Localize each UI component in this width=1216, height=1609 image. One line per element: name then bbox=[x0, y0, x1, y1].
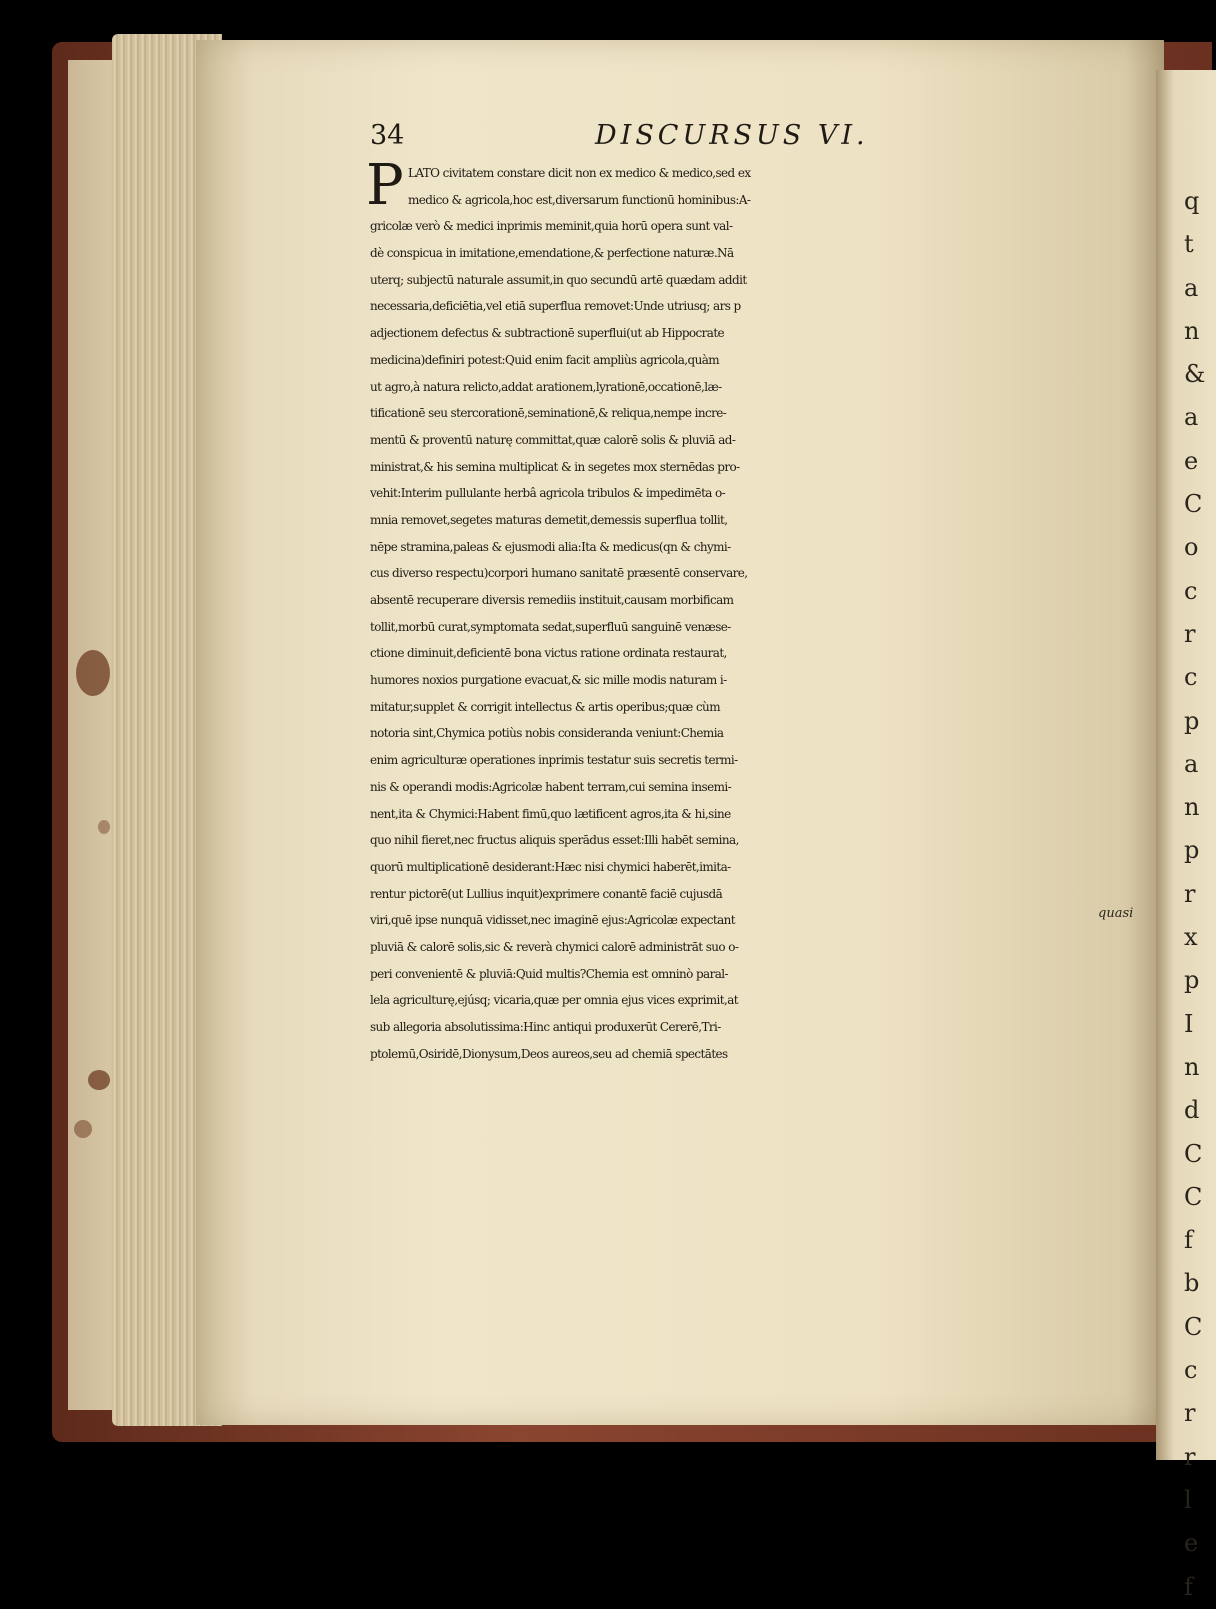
text-line: lela agriculturę,ejúsq; vicaria,quæ per omnia ejus vices exprimit,at bbox=[370, 993, 738, 1008]
stain-mark bbox=[88, 1070, 110, 1090]
facing-letter: o bbox=[1184, 533, 1199, 562]
text-line: medico & agricola,hoc est,diversarum functionū hominibus:A- bbox=[408, 192, 751, 207]
facing-letter: C bbox=[1184, 1139, 1203, 1168]
text-line: humores noxios purgatione evacuat,& sic mille modis naturam i- bbox=[370, 673, 727, 688]
page-number: 34 bbox=[370, 120, 405, 151]
stain-mark bbox=[74, 1120, 92, 1138]
facing-letter: r bbox=[1184, 879, 1196, 908]
facing-letter: c bbox=[1184, 1356, 1198, 1385]
page-text bbox=[366, 118, 1160, 1067]
facing-letter: n bbox=[1184, 793, 1200, 822]
catchword: quasi bbox=[1098, 906, 1134, 921]
facing-letter: & bbox=[1184, 360, 1206, 389]
text-line: ctione diminuit,deficientē bona victus ratione ordinata restaurat, bbox=[370, 646, 727, 661]
text-line: nent,ita & Chymici:Habent fimū,quo lætificent agros,ita & hi,sine bbox=[370, 806, 731, 821]
facing-letter: p bbox=[1184, 706, 1200, 735]
facing-letter: r bbox=[1184, 1442, 1196, 1471]
facing-letter: f bbox=[1184, 1226, 1193, 1255]
text-line: enim agriculturæ operationes inprimis testatur suis secretis termi- bbox=[370, 753, 738, 768]
text-line: necessaria,deficiētia,vel etiā superflua removet:Unde utriusq; ars p bbox=[370, 299, 741, 314]
stain-mark bbox=[98, 820, 110, 834]
text-line: LATO civitatem constare dicit non ex medico & medico,sed ex bbox=[408, 166, 751, 180]
facing-letter: p bbox=[1184, 836, 1200, 865]
text-line: mitatur,supplet & corrigit intellectus & artis operibus;quæ cùm bbox=[370, 699, 720, 714]
text-line: sub allegoria absolutissima:Hinc antiqui produxerūt Cererē,Tri- bbox=[370, 1020, 721, 1034]
facing-letter: t bbox=[1184, 230, 1194, 259]
facing-letter: c bbox=[1184, 576, 1198, 605]
text-line: ptolemū,Osiridē,Dionysum,Deos aureos,seu ad chemiā spectātes bbox=[370, 1046, 728, 1061]
facing-letter: C bbox=[1184, 490, 1203, 519]
text-line: quo nihil fieret,nec fructus aliquis sperādus esset:Illi habēt semina, bbox=[370, 833, 739, 848]
text-line: medicina)definiri potest:Quid enim facit ampliùs agricola,quàm bbox=[370, 352, 720, 367]
facing-letter: I bbox=[1184, 1009, 1194, 1038]
text-line: ut agro,à natura relicto,addat arationem,lyrationē,occationē,læ- bbox=[370, 379, 722, 394]
facing-letter: a bbox=[1184, 749, 1199, 778]
text-line: cus diverso respectu)corpori humano sanitatē præsentē conservare, bbox=[370, 566, 748, 581]
text-line: nis & operandi modis:Agricolæ habent terram,cui semina insemi- bbox=[370, 779, 732, 794]
facing-letter: b bbox=[1184, 1269, 1200, 1298]
text-line: ministrat,& his semina multiplicat & in segetes mox sternēdas pro- bbox=[370, 459, 740, 474]
facing-letter: f bbox=[1184, 1572, 1193, 1601]
facing-letter: e bbox=[1184, 446, 1199, 475]
facing-letter: a bbox=[1184, 273, 1199, 302]
facing-letter: C bbox=[1184, 1182, 1203, 1211]
body-text bbox=[366, 153, 1160, 1067]
text-line: mentū & proventū naturę committat,quæ calorē solis & pluviā ad- bbox=[370, 432, 736, 447]
running-head bbox=[370, 118, 1160, 158]
facing-letter: e bbox=[1184, 1529, 1199, 1558]
text-line: absentē recuperare diversis remediis instituit,causam morbificam bbox=[370, 593, 734, 607]
text-line: mnia removet,segetes maturas demetit,demessis superflua tollit, bbox=[370, 512, 728, 527]
text-line: nēpe stramina,paleas & ejusmodi alia:Ita & medicus(qn & chymi- bbox=[370, 539, 731, 554]
facing-letter: C bbox=[1184, 1312, 1203, 1341]
text-line: rentur pictorē(ut Lullius inquit)exprimere conantē faciē cujusdā bbox=[370, 886, 723, 901]
facing-letter: n bbox=[1184, 1052, 1200, 1081]
facing-letter: x bbox=[1184, 923, 1198, 952]
facing-letter: l bbox=[1184, 1485, 1192, 1514]
facing-letter: r bbox=[1184, 1399, 1196, 1428]
text-line: viri,quē ipse nunquā vidisset,nec imaginē ejus:Agricolæ expectant bbox=[370, 913, 736, 928]
text-line: pluviā & calorē solis,sic & reverà chymici calorē administrāt suo o- bbox=[370, 939, 739, 954]
text-line: gricolæ verò & medici inprimis meminit,quia horū opera sunt val- bbox=[370, 219, 733, 234]
facing-letter: r bbox=[1184, 619, 1196, 648]
drop-cap: P bbox=[366, 153, 404, 218]
text-line: tificationē seu stercorationē,seminationē,& reliqua,nempe incre- bbox=[370, 406, 727, 421]
text-line: quorū multiplicationē desiderant:Hæc nisi chymici haberēt,imita- bbox=[370, 859, 731, 874]
facing-letter: q bbox=[1184, 187, 1200, 215]
text-line: dè conspicua in imitatione,emendatione,& perfectione naturæ.Nā bbox=[370, 246, 734, 261]
facing-letter: d bbox=[1184, 1096, 1200, 1125]
text-line: tollit,morbū curat,symptomata sedat,superfluū sanguinē venæse- bbox=[370, 619, 731, 634]
stain-mark bbox=[76, 650, 110, 696]
facing-letter: c bbox=[1184, 663, 1198, 692]
facing-letter: n bbox=[1184, 316, 1200, 345]
facing-letter: p bbox=[1184, 966, 1200, 995]
text-line: uterq; subjectū naturale assumit,in quo secundū artē quædam addit bbox=[370, 272, 747, 287]
running-title: DISCURSUS VI. bbox=[595, 120, 869, 151]
text-line: notoria sint,Chymica potiùs nobis consideranda veniunt:Chemia bbox=[370, 726, 724, 741]
facing-page-text bbox=[1184, 180, 1205, 1609]
facing-letter: a bbox=[1184, 403, 1199, 432]
text-line: adjectionem defectus & subtractionē superflui(ut ab Hippocrate bbox=[370, 326, 725, 341]
text-line: peri convenientē & pluviā:Quid multis?Chemia est omninò paral- bbox=[370, 966, 728, 981]
text-line: vehit:Interim pullulante herbâ agricola tribulos & impedimēta o- bbox=[370, 486, 726, 501]
